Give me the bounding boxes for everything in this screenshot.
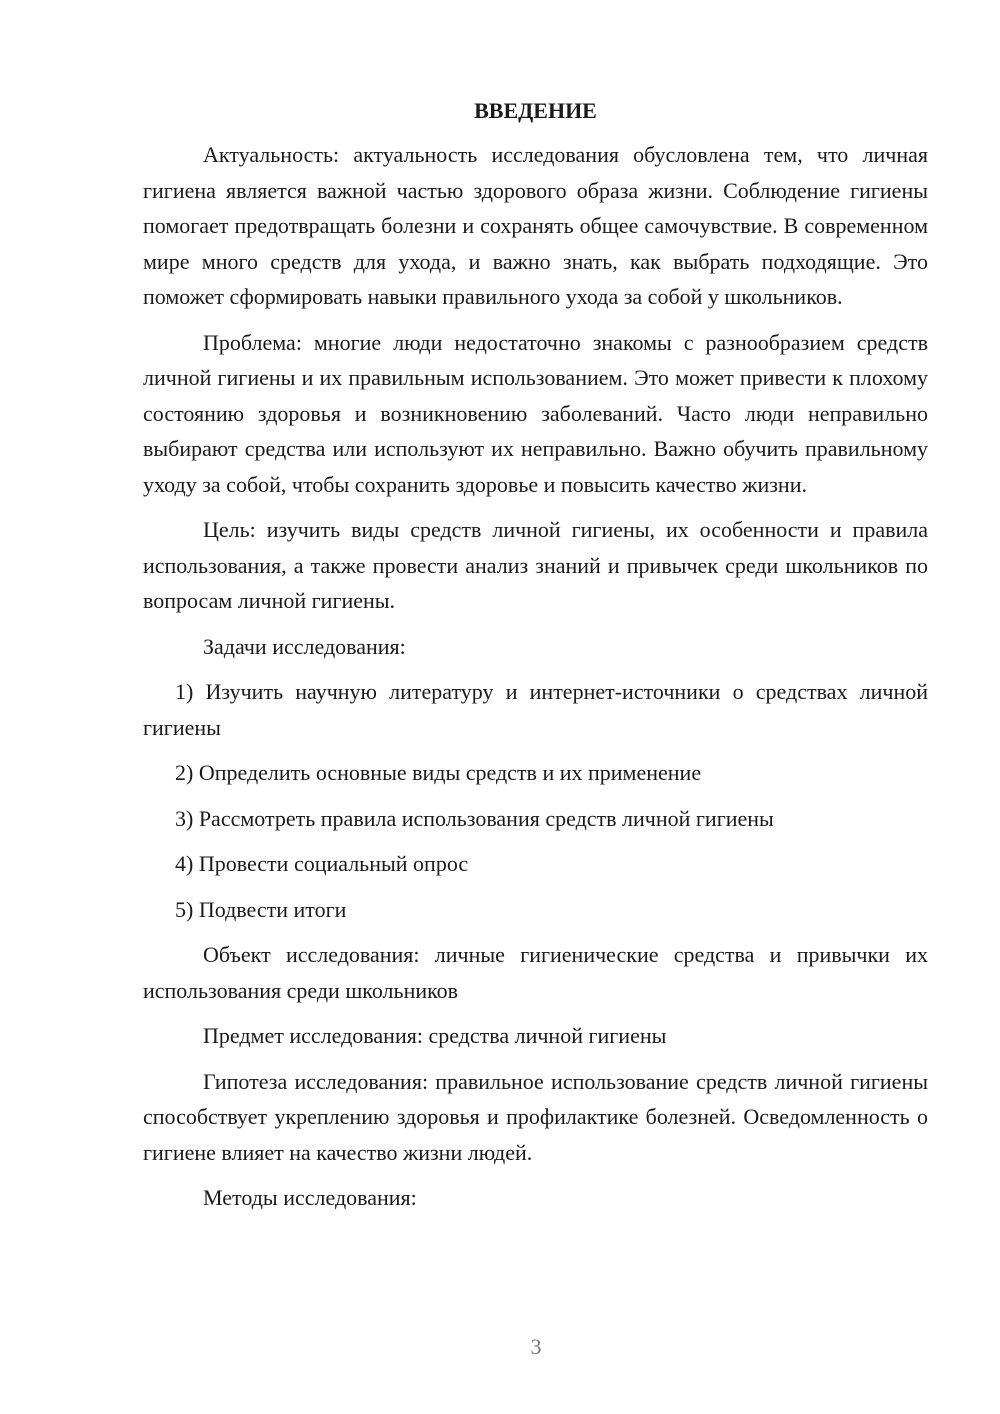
task-item: 2) Определить основные виды средств и их применение: [175, 760, 702, 785]
section-heading: ВВЕДЕНИЕ: [474, 98, 597, 123]
paragraph-hypothesis: Гипотеза исследования: правильное использование средств личной гигиены способствует укреплению здоровья и профилактике болезней. Осведомленность о гигиене влияет на качество жизни людей.: [143, 1068, 928, 1165]
page-number: 3: [530, 1334, 542, 1359]
task-item: 1) Изучить научную литературу и интернет-источники о средствах личной гигиены: [143, 679, 928, 740]
task-list: [143, 674, 928, 927]
paragraph-goal: Цель: изучить виды средств личной гигиены, их особенности и правила использования, а также провести анализ знаний и привычек среди школьников по вопросам личной гигиены.: [143, 517, 928, 613]
paragraph-tasks-title: Задачи исследования:: [203, 633, 406, 659]
paragraph-relevance: Актуальность: актуальность исследования обусловлена тем, что личная гигиена является важной частью здорового образа жизни. Соблюдение гигиены помогает предотвращать болезни и сохранять общее самочувствие. В современном мире много средств для ухода, и важно знать, как выбрать подходящие. Это поможет сформировать навыки правильного ухода за собой у школьников.: [143, 142, 928, 309]
paragraph-object: Объект исследования: личные гигиенические средства и привычки их использования среди школьников: [143, 942, 928, 1003]
task-item: 3) Рассмотреть правила использования средств личной гигиены: [175, 805, 774, 831]
task-item: 4) Провести социальный опрос: [175, 851, 469, 876]
paragraph-methods-title: Методы исследования:: [203, 1185, 417, 1210]
paragraph-problem: Проблема: многие люди недостаточно знакомы с разнообразием средств личной гигиены и их правильным использованием. Это может привести к плохому состоянию здоровья и возникновению заболеваний. Часто люди неправильно выбирают средства или используют их неправильно. Важно обучить правильному уходу за собой, чтобы сохранить здоровье и повысить качество жизни.: [143, 329, 928, 497]
task-item: 5) Подвести итоги: [175, 896, 347, 922]
paragraph-subject: Предмет исследования: средства личной гигиены: [203, 1023, 667, 1048]
page-content: [143, 95, 928, 1226]
